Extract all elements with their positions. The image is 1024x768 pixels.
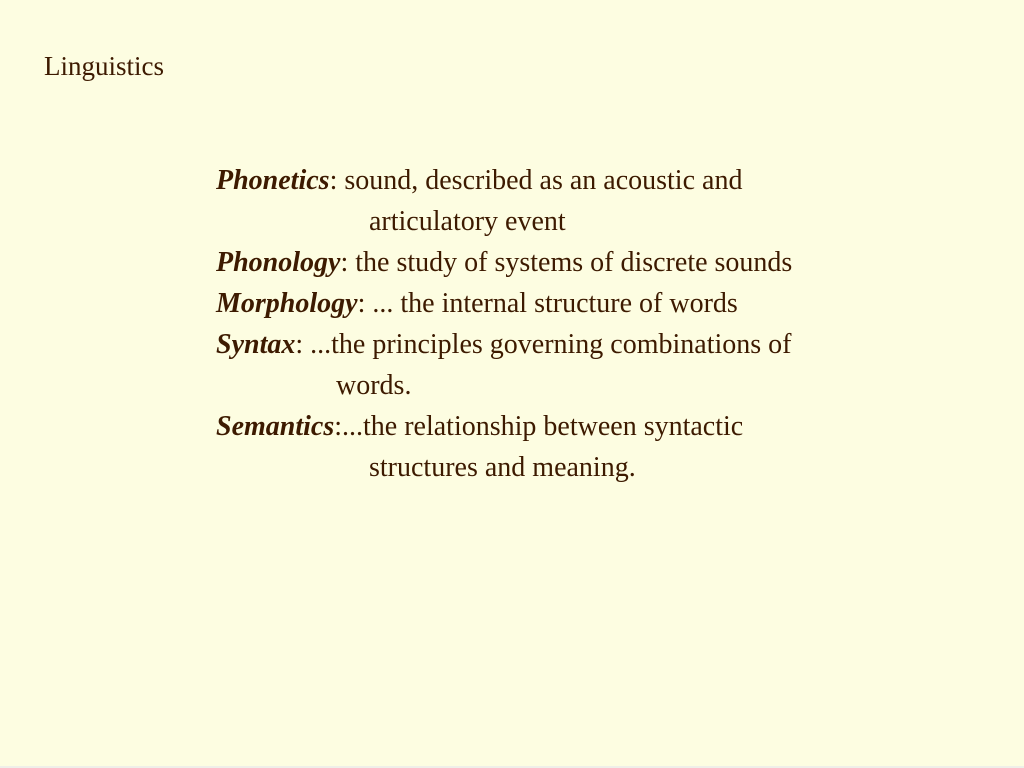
term-syntax: Syntax [216, 329, 296, 360]
term-semantics: Semantics [216, 411, 335, 442]
definition-phonology [216, 246, 792, 280]
definition-text: ...the relationship between syntactic [342, 411, 744, 442]
definition-text: sound, described as an acoustic and [337, 165, 743, 196]
definition-text: ...the principles governing combinations of [303, 329, 792, 360]
definition-separator: : [329, 165, 338, 196]
definition-semantics [216, 410, 743, 444]
definition-syntax [216, 328, 792, 362]
definition-separator: : [334, 411, 343, 442]
definition-separator: : [340, 247, 349, 278]
definition-separator: : [295, 329, 304, 360]
definition-separator: : [357, 288, 366, 319]
term-phonetics: Phonetics [216, 165, 330, 196]
definition-text: the study of systems of discrete sounds [348, 247, 793, 278]
definition-syntax-continuation: words. [336, 370, 412, 401]
definition-text: ... the internal structure of words [365, 288, 738, 319]
definition-morphology [216, 287, 738, 321]
definition-semantics-continuation: structures and meaning. [369, 452, 636, 483]
definition-phonetics-continuation: articulatory event [369, 206, 566, 237]
definition-phonetics [216, 164, 742, 198]
term-morphology: Morphology [216, 288, 358, 319]
slide-title: Linguistics [44, 51, 164, 81]
term-phonology: Phonology [216, 247, 341, 278]
